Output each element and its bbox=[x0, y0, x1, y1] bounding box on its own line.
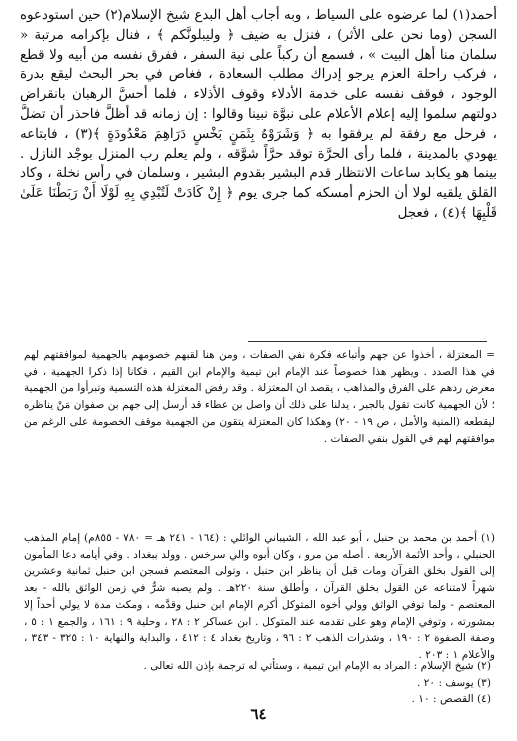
footnote-4: (٤) القصص : ١٠ . bbox=[411, 693, 491, 706]
footnote-3: (٣) يوسف : ٢٠ . bbox=[416, 676, 491, 689]
footnote-1 bbox=[24, 530, 495, 664]
footnote-list bbox=[24, 530, 495, 664]
footnote-text: أحمد بن محمد بن حنبل ، أبو عبد الله ، الشيباني الوائلي : (١٦٤ - ٢٤١ هـ = ٧٨٠ - ٨٥٥م) إمام المذهب الحنبلي ، وأحد الأئمة الأربعة . أصله من مرو ، وكان أبوه والي سرخس . وولد ببغداد . وفي أيامه دعا المأمون إلى القول بخلق القرآن ومات قبل أن يناظر ابن حنبل ، وتولى المعتصم فسجن ابن حنبل ثمانية وعشرين شهراً لامتناعه عن القول بخلق القرآن ، وأطلق سنة ٢٢٠هـ . ولم يصبه شرٌّ في زمن الواثق بالله - بعد المعتصم - ولما توفي الواثق وولي أخوه المتوكل أكرم الإمام ابن حنبل وقدَّمه ، ومكث مدة لا يولي أحداً إلا بمشورته ، وتوفي الإمام وهو على تقدمه عند المتوكل . ابن عساكر ٢ : ٢٨ ، وحلية ٩ : ١٦١ ، والجمع ١ : ٥ ، وصفة الصفوة ٢ : ١٩٠ ، وشذرات الذهب ٢ : ٩٦ ، وتاريخ بغداد ٤ : ٤١٢ ، والبداية والنهاية ١٠ : ٣٢٥ - ٣٤٣ ، والأعلام ١ : ٢٠٣ . bbox=[24, 532, 495, 661]
footnote-separator bbox=[248, 341, 487, 342]
page-number: ٦٤ bbox=[250, 705, 267, 723]
footnote-2: (٢) شيخ الإسلام : المراد به الإمام ابن تيمية ، وستأتي له ترجمة بإذن الله تعالى . bbox=[143, 660, 491, 672]
footnote-references bbox=[144, 658, 491, 708]
footnote-continued bbox=[24, 347, 495, 447]
footnote-continued-text: = المعتزلة ، أخذوا عن جهم وأتباعه فكرة نفي الصفات ، ومن هنا لقبهم خصومهم بالجهمية لموافقتهم لهم في هذا الصدد . ويظهر هذا خصوصاً عند الإمام ابن تيمية والإمام ابن القيم ، فكانا إذا ذكرا الجهمية ، في معرض ردهم على الفرق والمذاهب ، يقصد ان المعتزلة . وقد رفض المعتزلة هذه التسمية وتبرأوا من الجهمية ؛ لأن الجهمية كانت تقول بالجبر ، يدلنا على ذلك أن واصل بن عطاء قد أرسل إلى جهم بن صفوان مَنْ يناظره ليقطعه (المنية والأمل ، ص ١٩ - ٢٠) وهكذا كان المعتزلة يتقون من الجهمية موقف الخصومة على الرغم من موافقتهم لهم في القول بنفي الصفات . bbox=[24, 349, 495, 445]
footnote-number: (١) bbox=[481, 532, 495, 544]
body-paragraph: أحمد(١) لما عرضوه على السياط ، وبه أجاب أهل البدع شيخ الإسلام(٢) حين استودعوه السجن (وما نحن على الأثر) ، فنزل به ضيف ﴿ وليبلونَّكم ﴾ ، فنال بإكرامه مرتبة « سلمان منا أهل البيت » ، فسمع أن ركباً على نية السفر ، ففرق نفسه من أبيه ولا قطع ، فركب راحلة العزم يرجو إدراك مطلب السعادة ، فغاص في بحر البحث ليقع بدرة الوجود ، فوقف نفسه على خدمة الأدلاء وقوف الأذلاء ، فلما أحسَّ الرهبان بانقراض دولتهم سلموا إليه إعلام الأعلام على نبوَّة نبينا وقالوا : إن زمانه قد أظلَّ فاحذر أن تضلَّ ، فرحل مع رفقة لم يرفقوا به ﴿ وَشَرَوْهُ بِثَمَنٍ بَخْسٍ دَرَاهِمَ مَعْدُودَةٍ ﴾(٣) ، فابتاعه يهودي بالمدينة ، فلما رأى الحرَّة توقد حرَّاً شوَّقه ، ولم يعلم رب المنزل بوجْد النازل . بينما هو يكابد ساعات الانتظار قدم البشير بقدوم البشير ، وسلمان في رأس نخلة ، وكاد القلق يلقيه لولا أن الحزم أمسكه كما جرى يوم ﴿ إِنْ كَادَتْ لَتُبْدِي بِهِ لَوْلَا أَنْ رَبَطْنَا عَلَىٰ قَلْبِهَا ﴾(٤) ، فعجل bbox=[20, 8, 497, 221]
main-text bbox=[20, 6, 497, 224]
